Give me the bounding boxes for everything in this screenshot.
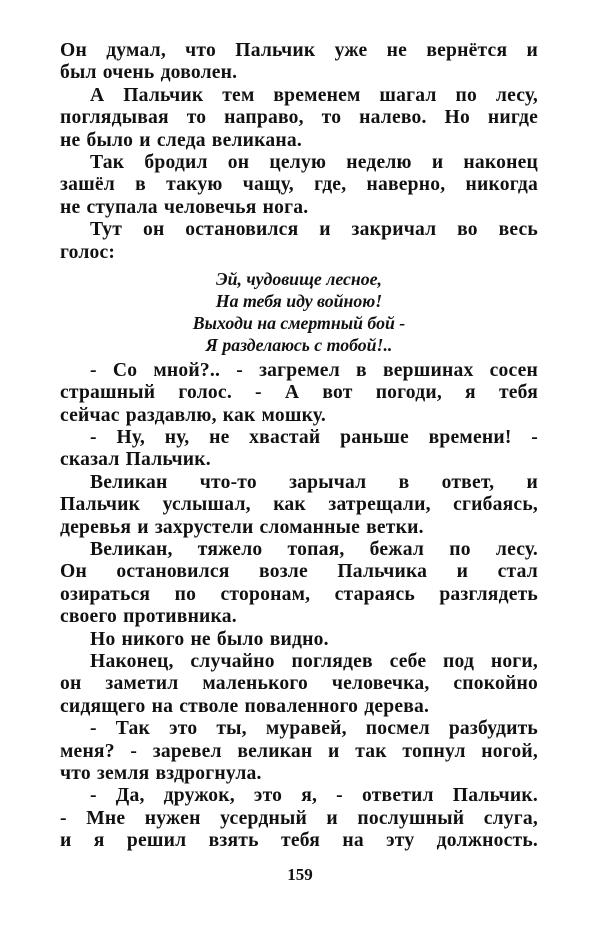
text-line: Великан что-то зарычал в ответ, и [90,471,538,493]
text-line: Но никого не было видно. [90,628,329,650]
text-line: - Так это ты, муравей, посмел разбудить [90,718,538,740]
text-line: сказал Пальчик. [60,449,211,471]
poem-line: Выходи на смертный бой - [192,312,406,333]
text-line: своего противника. [60,606,237,628]
paragraph [60,785,538,852]
text-line: Он думал, что Пальчик уже не вернётся и [60,40,538,61]
poem-line: Я разделаюсь с тобой!.. [205,334,393,355]
text-line: меня? - заревел великан и так топнул ногой, [60,740,538,762]
paragraph [60,539,538,629]
paragraph [60,219,538,264]
poem-line: Эй, чудовище лесное, [216,268,382,289]
text-line: озираться по сторонам, стараясь разглядеть [60,583,538,605]
text-line: Так бродил он целую неделю и наконец [90,151,538,173]
text-line: Он остановился возле Пальчика и стал [60,561,538,583]
poem-verse [60,268,538,356]
paragraph [60,629,538,651]
text-line: - Мне нужен усердный и послушный слуга, [60,807,538,829]
paragraph [60,472,538,539]
paragraph [60,427,538,472]
text-line: Тут он остановился и закричал во весь [90,219,538,241]
text-line: Великан, тяжело топая, бежал по лесу. [90,539,538,561]
text-line: что земля вздрогнула. [60,762,262,784]
text-line: голос: [60,241,116,263]
text-line: деревья и захрустели сломанные ветки. [60,516,424,538]
text-line: - Да, дружок, это я, - ответил Пальчик. [90,785,538,807]
text-line: - Со мной?.. - загремел в вершинах сосен [90,359,538,381]
paragraph [60,152,538,219]
text-line: зашёл в такую чащу, где, наверно, никогда [60,174,538,196]
text-line: не ступала человечья нога. [60,196,309,218]
page-body [60,40,538,853]
text-line: Пальчик услышал, как затрещали, сгибаясь, [60,494,538,516]
text-line: поглядывая то направо, то налево. Но нигде [60,107,538,129]
paragraph [60,360,538,427]
text-line: он заметил маленького человечка, спокойно [60,673,538,695]
paragraph [60,718,538,785]
text-line: А Пальчик тем временем шагал по лесу, [90,84,538,106]
paragraph [60,40,538,85]
text-line: не было и следа великана. [60,129,302,151]
text-line: Наконец, случайно поглядев себе под ноги, [90,650,538,672]
paragraph [60,651,538,718]
text-line: был очень доволен. [60,62,238,84]
page-number: 159 [287,865,313,884]
paragraph [60,85,538,152]
text-line: и я решил взять тебя на эту должность. [60,830,538,852]
text-line: страшный голос. - А вот погоди, я тебя [60,382,538,404]
text-line: - Ну, ну, не хвастай раньше времени! - [90,427,538,449]
text-line: сейчас раздавлю, как мошку. [60,404,326,426]
poem-line: На тебя иду войною! [215,290,383,311]
text-line: сидящего на стволе поваленного дерева. [60,695,430,717]
